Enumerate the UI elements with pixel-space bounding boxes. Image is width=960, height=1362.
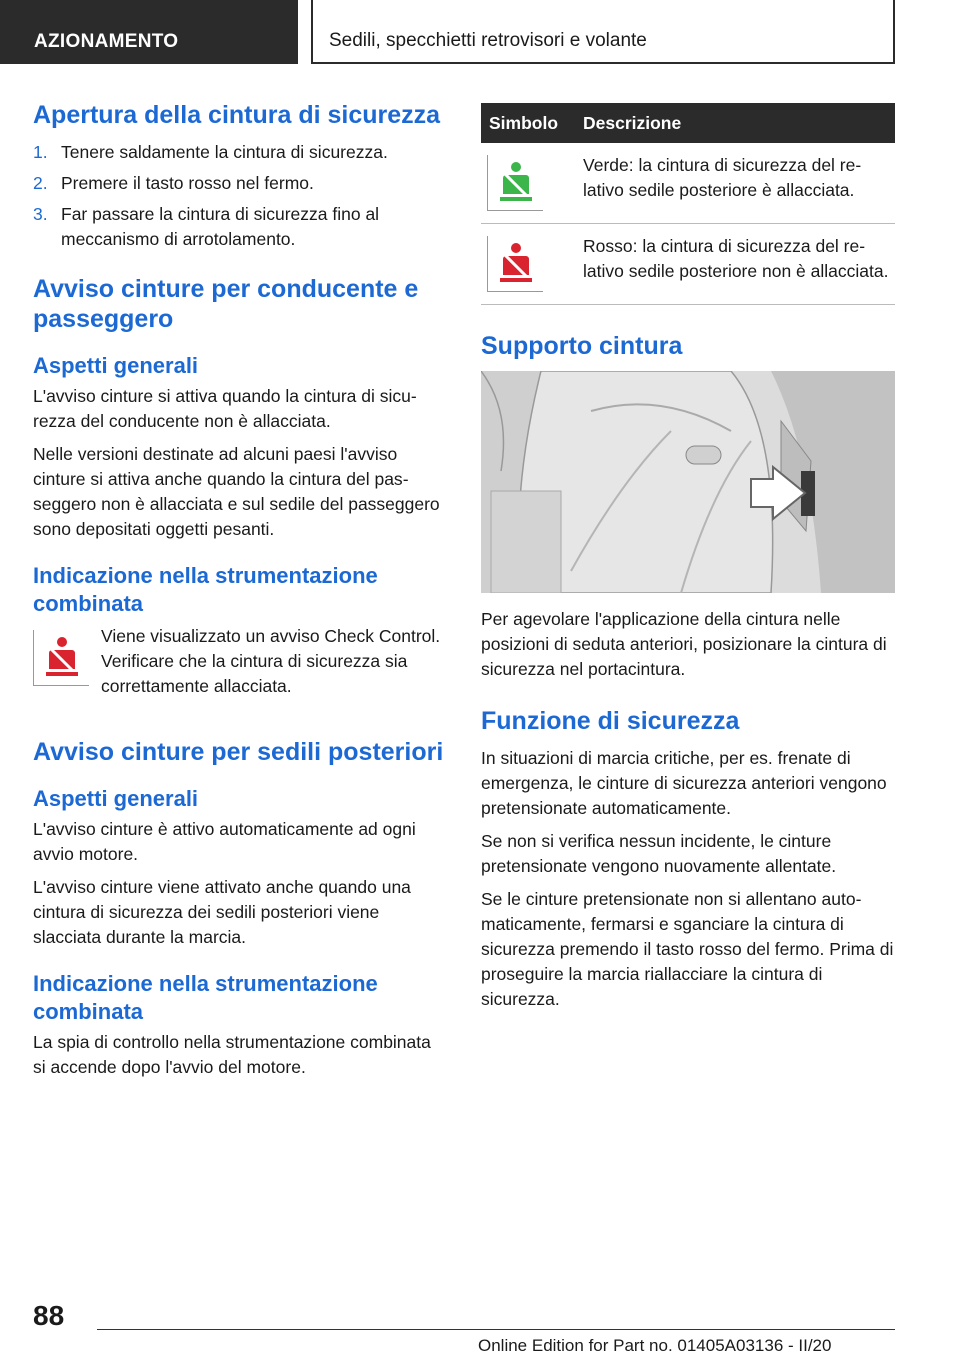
page-header xyxy=(0,0,960,66)
left-column xyxy=(33,100,447,1088)
paragraph-general-1b: Nelle versioni destinate ad alcuni paesi l'avviso cinture si attiva anche quando la cintura del passeggero non è allacciata e sul sedile del passeggero sono depositati oggetti pesanti. xyxy=(33,444,440,539)
heading-seatbelt-opening: Apertura della cintura di sicurezza xyxy=(33,101,441,129)
step-item xyxy=(33,140,447,165)
paragraph-safety-2: Se non si verifica nessun incidente, le cinture pretensionate vengono nuovamente allentate. xyxy=(481,831,837,876)
paragraph-safety-3: Se le cinture pretensionate non si allentano automaticamente, fermarsi e sganciare la cintura di sicurezza premendo il tasto rosso del fermo. Prima di proseguire la marcia riallacciare la cintura di sicurezza. xyxy=(481,889,894,1009)
step-number: 2. xyxy=(33,173,48,193)
heading-rear-warning: Avviso cinture per sedili posteriori xyxy=(33,738,444,766)
step-number: 3. xyxy=(33,204,48,224)
paragraph-cluster-1: Viene visualizzato un avviso Check Control. Verificare che la cintura di sicurezza sia correttamente allacciata. xyxy=(101,626,441,696)
footer-divider xyxy=(97,1329,895,1330)
paragraph-general-2b: L'avviso cinture viene attivato anche quando una cintura di sicurezza dei sedili posteriori viene slacciata durante la marcia. xyxy=(33,877,411,947)
heading-general-2: Aspetti generali xyxy=(33,786,199,811)
paragraph-belt-support: Per agevolare l'applicazione della cintura nelle posizioni di seduta anteriori, posizionare la cintura di sicurezza nel portacintura. xyxy=(481,609,887,679)
step-text: Far passare la cintura di sicurezza fino al meccanismo di arrotolamento. xyxy=(61,204,380,249)
table-row xyxy=(481,143,895,224)
section-title[interactable]: Sedili, specchietti retrovisori e volante xyxy=(311,0,895,64)
step-item xyxy=(33,171,447,196)
paragraph-safety-1: In situazioni di marcia critiche, per es. frenate di emergenza, le cinture di sicurezza anteriori vengono pretensionate automaticamente. xyxy=(481,748,887,818)
heading-driver-warning: Avviso cinture per conducente e passeggero xyxy=(33,275,419,333)
paragraph-general-2a: L'avviso cinture è attivo automaticamente ad ogni avvio motore. xyxy=(33,819,416,864)
step-text: Premere il tasto rosso nel fermo. xyxy=(61,173,314,193)
step-item xyxy=(33,202,447,252)
page-number: 88 xyxy=(33,1300,65,1331)
col-description-header: Descrizione xyxy=(575,103,895,143)
symbol-table xyxy=(481,103,895,305)
paragraph-general-1a: L'avviso cinture si attiva quando la cintura di sicurezza del conducente non è allacciata. xyxy=(33,386,417,431)
cluster-warning-row xyxy=(33,626,447,707)
seatbelt-green-icon xyxy=(487,155,543,211)
table-cell-description: Rosso: la cintura di sicurezza del relativo sedile posteriore non è allacciata. xyxy=(575,224,895,305)
table-row xyxy=(481,224,895,305)
step-text: Tenere saldamente la cintura di sicurezza. xyxy=(61,142,388,162)
heading-cluster-2: Indicazione nella strumentazione combinata xyxy=(33,971,378,1024)
heading-cluster-1: Indicazione nella strumentazione combinata xyxy=(33,563,378,616)
step-number: 1. xyxy=(33,142,48,162)
steps-list xyxy=(33,140,447,252)
col-symbol-header: Simbolo xyxy=(481,103,575,143)
heading-belt-support: Supporto cintura xyxy=(481,332,683,360)
heading-general-1: Aspetti generali xyxy=(33,353,199,378)
edition-note: Online Edition for Part no. 01405A03136 - II/20 xyxy=(478,1336,832,1355)
table-cell-description: Verde: la cintura di sicurezza del relativo sedile posteriore è allacciata. xyxy=(575,143,895,224)
right-column xyxy=(481,103,895,1020)
chapter-tab[interactable]: AZIONAMENTO xyxy=(0,0,298,64)
paragraph-cluster-2: La spia di controllo nella strumentazione combinata si accende dopo l'avvio del motore. xyxy=(33,1032,431,1077)
seatbelt-red-icon xyxy=(487,236,543,292)
heading-safety-function: Funzione di sicurezza xyxy=(481,707,740,735)
belt-support-photo xyxy=(481,371,895,593)
seatbelt-red-icon xyxy=(33,630,89,686)
